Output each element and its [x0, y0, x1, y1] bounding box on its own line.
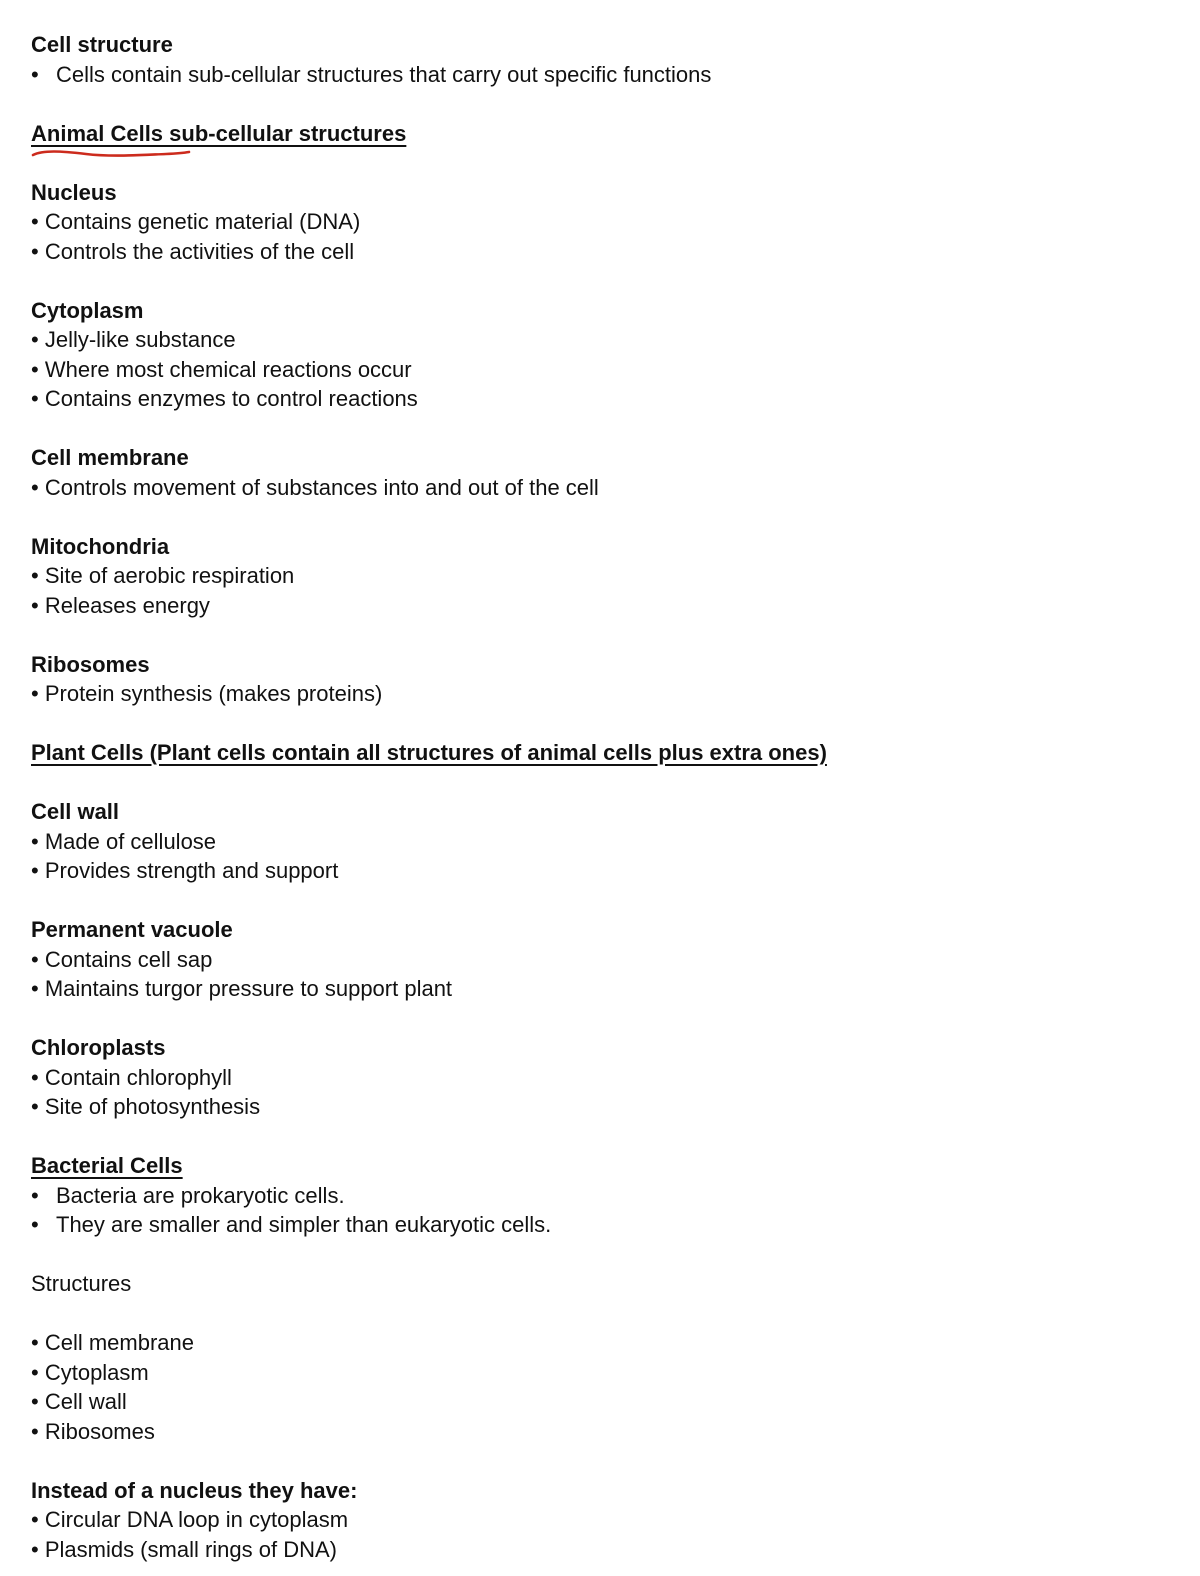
- list-item: • Ribosomes: [31, 1417, 1171, 1447]
- list-item: • Circular DNA loop in cytoplasm: [31, 1505, 1171, 1535]
- list-item: • Jelly-like substance: [31, 325, 1171, 355]
- list-item: • Contains cell sap: [31, 945, 1171, 975]
- list-item: • Contain chlorophyll: [31, 1063, 1171, 1093]
- list-item: • Plasmids (small rings of DNA): [31, 1535, 1171, 1565]
- list-item: • Provides strength and support: [31, 856, 1171, 886]
- animal-cells-heading: Animal Cells sub-cellular structures: [31, 120, 407, 146]
- cytoplasm-heading: Cytoplasm: [31, 297, 144, 323]
- list-item: • They are smaller and simpler than eukaryotic cells.: [31, 1210, 1171, 1240]
- list-item: • Controls the activities of the cell: [31, 237, 1171, 267]
- list-item: • Site of aerobic respiration: [31, 561, 1171, 591]
- list-item: • Contains genetic material (DNA): [31, 207, 1171, 237]
- list-item: • Cell wall: [31, 1387, 1171, 1417]
- list-item: • Cytoplasm: [31, 1358, 1171, 1388]
- list-item: • Protein synthesis (makes proteins): [31, 679, 1171, 709]
- list-item: • Releases energy: [31, 591, 1171, 621]
- instead-of-nucleus-heading: Instead of a nucleus they have:: [31, 1477, 358, 1503]
- cell-structure-heading: Cell structure: [31, 32, 173, 57]
- list-item: • Maintains turgor pressure to support plant: [31, 974, 1171, 1004]
- list-item: • Contains enzymes to control reactions: [31, 384, 1171, 414]
- permanent-vacuole-heading: Permanent vacuole: [31, 917, 233, 942]
- mitochondria-heading: Mitochondria: [31, 533, 170, 559]
- bacterial-cells-heading: Bacterial Cells: [31, 1153, 183, 1178]
- structures-label: Structures: [31, 1271, 132, 1296]
- list-item: • Made of cellulose: [31, 827, 1171, 857]
- cell-wall-heading: Cell wall: [31, 799, 120, 824]
- list-item: • Controls movement of substances into and out of the cell: [31, 473, 1171, 503]
- chloroplasts-heading: Chloroplasts: [31, 1035, 166, 1060]
- list-item: • Cells contain sub-cellular structures that carry out specific functions: [31, 60, 1171, 90]
- nucleus-heading: Nucleus: [31, 179, 117, 205]
- notes-page: [31, 30, 1171, 1564]
- list-item: • Cell membrane: [31, 1328, 1171, 1358]
- plant-cells-heading: Plant Cells (Plant cells contain all structures of animal cells plus extra ones): [31, 740, 827, 765]
- ribosomes-heading: Ribosomes: [31, 651, 150, 677]
- list-item: • Site of photosynthesis: [31, 1092, 1171, 1122]
- list-item: • Where most chemical reactions occur: [31, 355, 1171, 385]
- list-item: • Bacteria are prokaryotic cells.: [31, 1181, 1171, 1211]
- cell-membrane-heading: Cell membrane: [31, 445, 189, 470]
